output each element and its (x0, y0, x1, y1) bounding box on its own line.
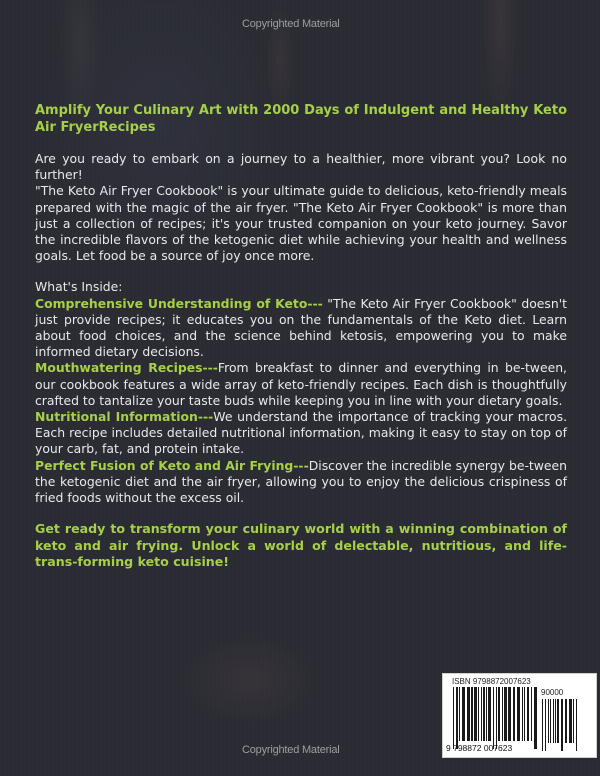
barcode-bar (483, 687, 485, 741)
barcode-bar (496, 687, 497, 749)
barcode-bar (557, 699, 559, 743)
barcode-bar (569, 699, 572, 743)
barcode-bar (478, 687, 479, 741)
whats-inside-label: What's Inside: (35, 279, 123, 295)
barcode-bar (555, 699, 556, 743)
barcode-bar (524, 687, 525, 741)
barcode-bar (513, 687, 515, 741)
feature-item (35, 360, 567, 409)
barcode-bar (504, 687, 507, 741)
isbn-label: ISBN 9798872007623 (452, 677, 531, 686)
barcode-bar (548, 699, 549, 743)
barcode-bar (471, 687, 473, 741)
feature-heading: Nutritional Information--- (35, 409, 214, 425)
barcode-bar (488, 687, 491, 741)
intro-block (35, 151, 567, 264)
barcode-bar (462, 687, 465, 741)
barcode-bar (474, 687, 477, 741)
barcode-bar (517, 687, 520, 741)
intro-line: Are you ready to embark on a journey to a healthier, more vibrant you? Look no further! (35, 151, 567, 183)
barcode-bar (502, 687, 503, 741)
barcode-bar (527, 687, 529, 741)
price-addon-number: 90000 (541, 688, 564, 697)
barcode-bar (573, 699, 574, 743)
barcode-bar (534, 687, 537, 749)
feature-item (35, 458, 567, 507)
barcode-bar (545, 699, 546, 751)
feature-heading: Perfect Fusion of Keto and Air Frying--- (35, 457, 309, 473)
copyright-watermark-bottom: Copyrighted Material (242, 744, 340, 756)
barcode-bar (453, 687, 454, 749)
barcode-bar (508, 687, 511, 741)
barcode-bar (531, 687, 532, 741)
barcode-bar (550, 699, 551, 743)
barcode-bar (486, 687, 487, 741)
feature-text: We understand the importance of tracking your macros. Each recipe includes detailed nutritional information, making it easy to stay on top of your carb, fat, and protein intake. (35, 409, 568, 457)
feature-text: Discover the incredible synergy be-tween the ketogenic diet and the air fryer, allowing you to enjoy the delicious crispiness of fried foods without the excess oil. (35, 457, 568, 506)
barcode-digits: 9 798872 007623 (446, 743, 513, 753)
barcode-bar (481, 687, 482, 741)
feature-item (35, 409, 567, 458)
barcode-bar (576, 699, 577, 751)
isbn-barcode (442, 673, 597, 758)
barcode-bar (493, 687, 494, 749)
feature-heading: Comprehensive Understanding of Keto--- (35, 295, 323, 311)
ean-barcode-bars (453, 687, 537, 749)
barcode-bar (522, 687, 523, 741)
feature-text: From breakfast to dinner and everything in be-tween, our cookbook features a wide array of keto-friendly recipes. Each dish is thoughtfully crafted to tantalize your taste buds while keeping you in line with your dietary goals. (35, 360, 567, 408)
feature-heading: Mouthwatering Recipes--- (35, 360, 218, 376)
barcode-bar (561, 699, 563, 751)
barcode-bar (467, 687, 470, 741)
barcode-bar (456, 687, 458, 749)
feature-item (35, 296, 567, 361)
back-cover-text (35, 103, 567, 571)
feature-text: "The Keto Air Fryer Cookbook" doesn't just provide recipes; it educates you on the fundamentals of the Keto diet. Learn about food choices, and the science behind ketosis, empowering you to make informed dietary decisions. (35, 295, 567, 360)
copyright-watermark-top: Copyrighted Material (242, 18, 340, 30)
barcode-bar (498, 687, 500, 741)
barcode-bar (542, 699, 543, 751)
barcode-bar (553, 699, 554, 743)
barcode-bar (459, 687, 460, 741)
blurb-title: Amplify Your Culinary Art with 2000 Days of Indulgent and Healthy Keto Air FryerRecipes (35, 103, 567, 135)
description: "The Keto Air Fryer Cookbook" is your ultimate guide to delicious, keto-friendly meals prepared with the magic of the air fryer. "The Keto Air Fryer Cookbook" is more than just a collection of recipes; it's your trusted companion on your keto journey. Savor the incredible flavors of the ketogenic diet while achieving your health and wellness goals. Let food be a source of joy once more. (35, 183, 567, 264)
barcode-bar (565, 699, 567, 743)
addon-barcode-bars (542, 699, 580, 751)
closing-call-to-action: Get ready to transform your culinary world with a winning combination of keto and air frying. Unlock a world of delectable, nutritious, and life-trans-forming keto cuisine! (35, 521, 567, 570)
